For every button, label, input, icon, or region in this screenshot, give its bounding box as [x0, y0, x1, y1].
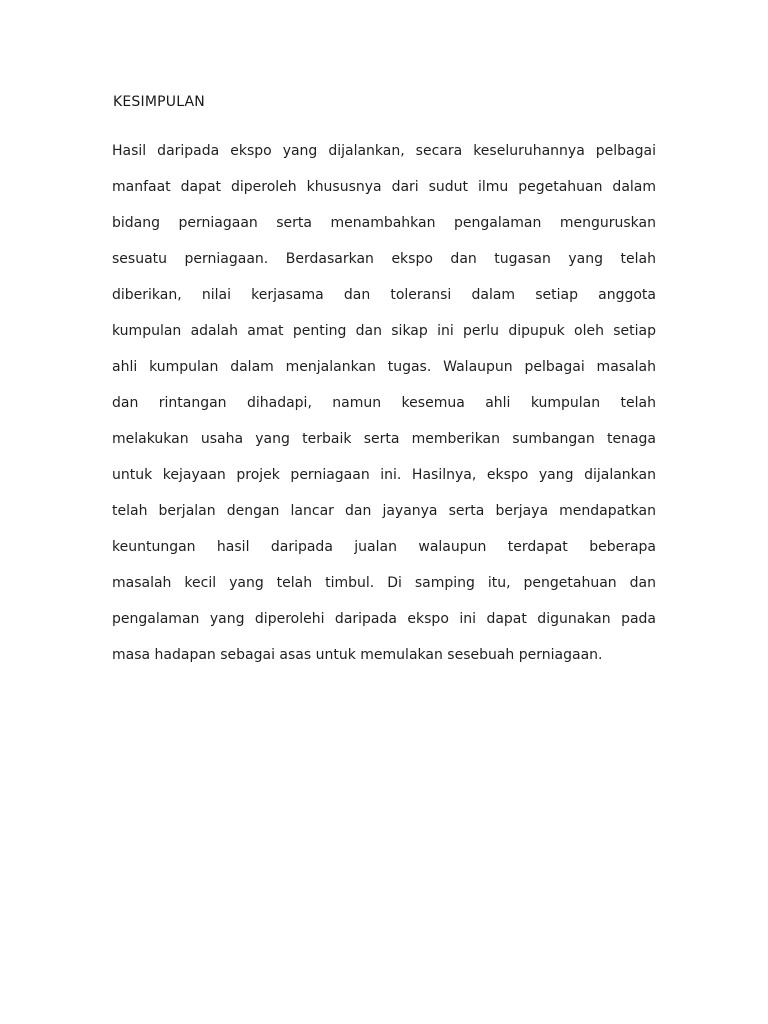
paragraph-line: bidang perniagaan serta menambahkan pengalaman menguruskan [112, 215, 656, 231]
paragraph-line: diberikan, nilai kerjasama dan toleransi dalam setiap anggota [112, 287, 656, 303]
paragraph-line: Hasil daripada ekspo yang dijalankan, secara keseluruhannya pelbagai [112, 143, 656, 159]
paragraph-line: dan rintangan dihadapi, namun kesemua ahli kumpulan telah [112, 395, 656, 411]
paragraph-line: telah berjalan dengan lancar dan jayanya serta berjaya mendapatkan [112, 503, 656, 519]
paragraph-line: keuntungan hasil daripada jualan walaupun terdapat beberapa [112, 539, 656, 555]
paragraph-line: melakukan usaha yang terbaik serta memberikan sumbangan tenaga [112, 431, 656, 447]
paragraph-line: masa hadapan sebagai asas untuk memulakan sesebuah perniagaan. [112, 647, 603, 663]
paragraph-line: untuk kejayaan projek perniagaan ini. Hasilnya, ekspo yang dijalankan [112, 467, 656, 483]
paragraph-line: sesuatu perniagaan. Berdasarkan ekspo dan tugasan yang telah [112, 251, 656, 267]
paragraph-line: masalah kecil yang telah timbul. Di samping itu, pengetahuan dan [112, 575, 656, 591]
body-paragraph [112, 138, 656, 678]
paragraph-line: kumpulan adalah amat penting dan sikap ini perlu dipupuk oleh setiap [112, 323, 656, 339]
page-title: KESIMPULAN [113, 94, 205, 110]
paragraph-line: ahli kumpulan dalam menjalankan tugas. Walaupun pelbagai masalah [112, 359, 656, 375]
paragraph-line: manfaat dapat diperoleh khususnya dari sudut ilmu pegetahuan dalam [112, 179, 656, 195]
paragraph-line: pengalaman yang diperolehi daripada ekspo ini dapat digunakan pada [112, 611, 656, 627]
